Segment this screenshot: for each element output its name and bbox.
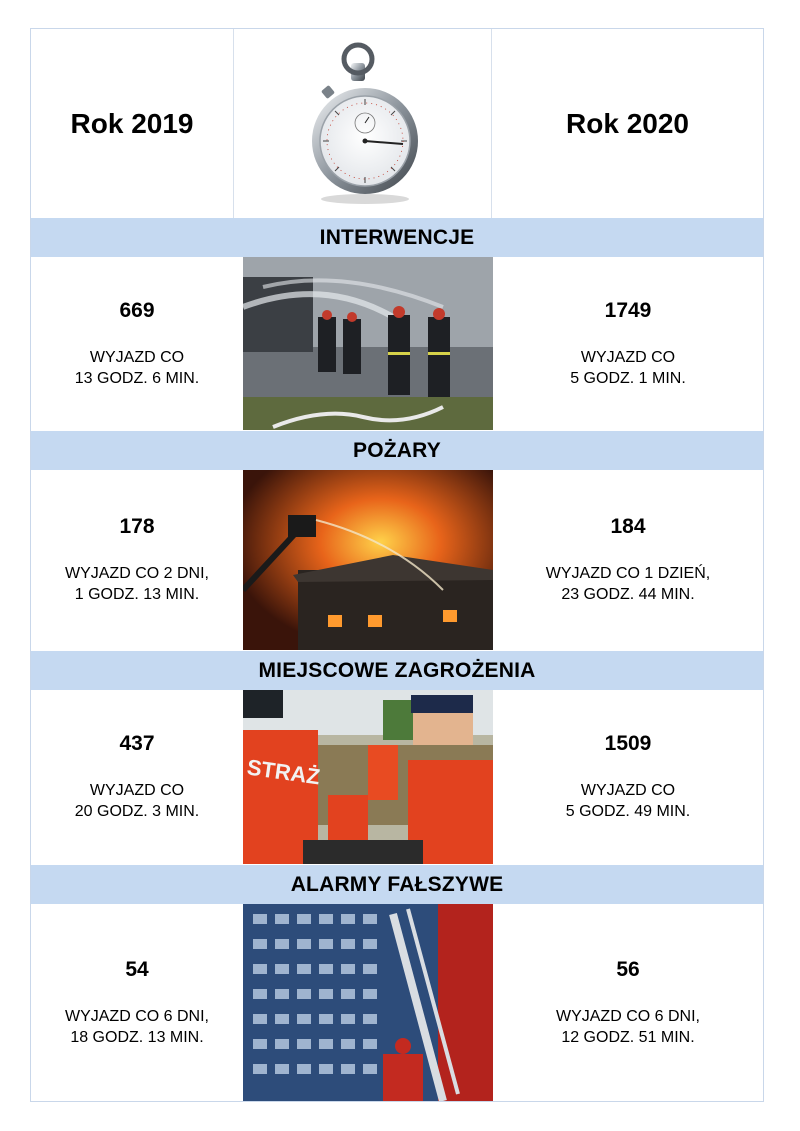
frequency-line1: WYJAZD CO (89, 782, 185, 799)
section-row-interwencje (31, 257, 763, 430)
firefighters-spraying-photo (243, 257, 493, 430)
frequency-line2: 23 GODZ. 44 MIN. (561, 586, 695, 603)
count-value: 1749 (604, 298, 652, 322)
count-value: 669 (119, 298, 155, 322)
stopwatch-icon (303, 41, 423, 206)
frequency-line2: 20 GODZ. 3 MIN. (74, 803, 200, 820)
section-row-miejscowe-zagrozenia (31, 690, 763, 864)
frequency-line1: WYJAZD CO (580, 348, 676, 366)
count-value: 184 (610, 515, 646, 538)
frequency-line1: WYJAZD CO 6 DNI, (555, 1007, 700, 1025)
frequency-line1: WYJAZD CO 1 DZIEŃ, (545, 565, 711, 582)
section-title-pozary: POŻARY (31, 431, 763, 470)
stat-2019-interwencje (31, 257, 243, 430)
frequency-line1: WYJAZD CO (89, 348, 185, 366)
count-value: 178 (119, 515, 155, 538)
stat-2020-pozary (493, 470, 763, 650)
vest-lettering: STRAŻ (245, 754, 322, 790)
section-title-miejscowe-zagrozenia: MIEJSCOWE ZAGROŻENIA (31, 651, 763, 690)
burning-building-photo (243, 470, 493, 650)
report-sheet (30, 28, 764, 1102)
year-2019-label: Rok 2019 (70, 107, 194, 139)
section-title-interwencje: INTERWENCJE (31, 218, 763, 257)
count-value: 56 (616, 957, 640, 981)
frequency-line2: 5 GODZ. 49 MIN. (565, 803, 691, 820)
stopwatch-cell (234, 29, 492, 218)
year-2019-cell (31, 29, 234, 218)
header-row (31, 29, 763, 218)
section-title-alarmy-falszywe: ALARMY FAŁSZYWE (31, 865, 763, 904)
frequency-line1: WYJAZD CO 6 DNI, (64, 1007, 209, 1025)
frequency-line2: 13 GODZ. 6 MIN. (74, 369, 200, 387)
section-row-alarmy-falszywe (31, 904, 763, 1101)
stat-2020-interwencje (493, 257, 763, 430)
stat-2020-alarmy-falszywe (493, 904, 763, 1101)
section-row-pozary (31, 470, 763, 650)
count-value: 54 (125, 957, 149, 981)
ladder-truck-building-photo (243, 904, 493, 1101)
flood-rescue-photo (243, 690, 493, 864)
frequency-line2: 18 GODZ. 13 MIN. (70, 1028, 204, 1046)
frequency-line1: WYJAZD CO 2 DNI, (64, 565, 209, 582)
count-value: 1509 (604, 732, 652, 755)
frequency-line1: WYJAZD CO (580, 782, 676, 799)
frequency-line2: 5 GODZ. 1 MIN. (570, 369, 686, 387)
stat-2019-alarmy-falszywe (31, 904, 243, 1101)
frequency-line2: 1 GODZ. 13 MIN. (74, 586, 200, 603)
year-2020-cell (492, 29, 763, 218)
count-value: 437 (119, 732, 155, 755)
year-2020-label: Rok 2020 (566, 107, 689, 139)
stat-2019-miejscowe-zagrozenia (31, 690, 243, 864)
stat-2019-pozary (31, 470, 243, 650)
frequency-line2: 12 GODZ. 51 MIN. (561, 1028, 695, 1046)
stat-2020-miejscowe-zagrozenia (493, 690, 763, 864)
